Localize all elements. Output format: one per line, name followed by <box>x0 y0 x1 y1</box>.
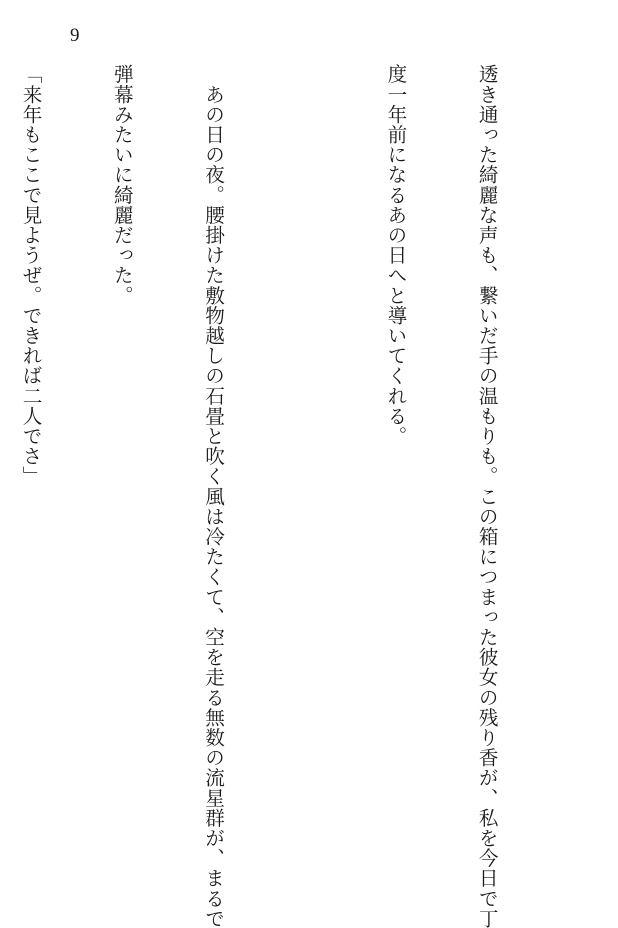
vertical-text-body <box>0 64 562 928</box>
text-column: あの日の夜。腰掛けた敷物越しの石畳と吹く風は冷たくて、空を走る無数の流星群が、まるで <box>201 64 225 928</box>
text-column: 透き通った綺麗な声も、繋いだ手の温もりも。この箱につまった彼女の残り香が、私を今日で丁 <box>475 64 499 928</box>
text-column: 「来年もここで見ようぜ。できれば二人でさ」 <box>19 64 43 487</box>
text-column: 度一年前になるあの日へと導いてくれる。 <box>383 64 407 446</box>
text-column <box>288 64 318 864</box>
page-number: 9 <box>70 25 80 46</box>
text-column: 弾幕みたいに綺麗だった。 <box>110 64 134 306</box>
